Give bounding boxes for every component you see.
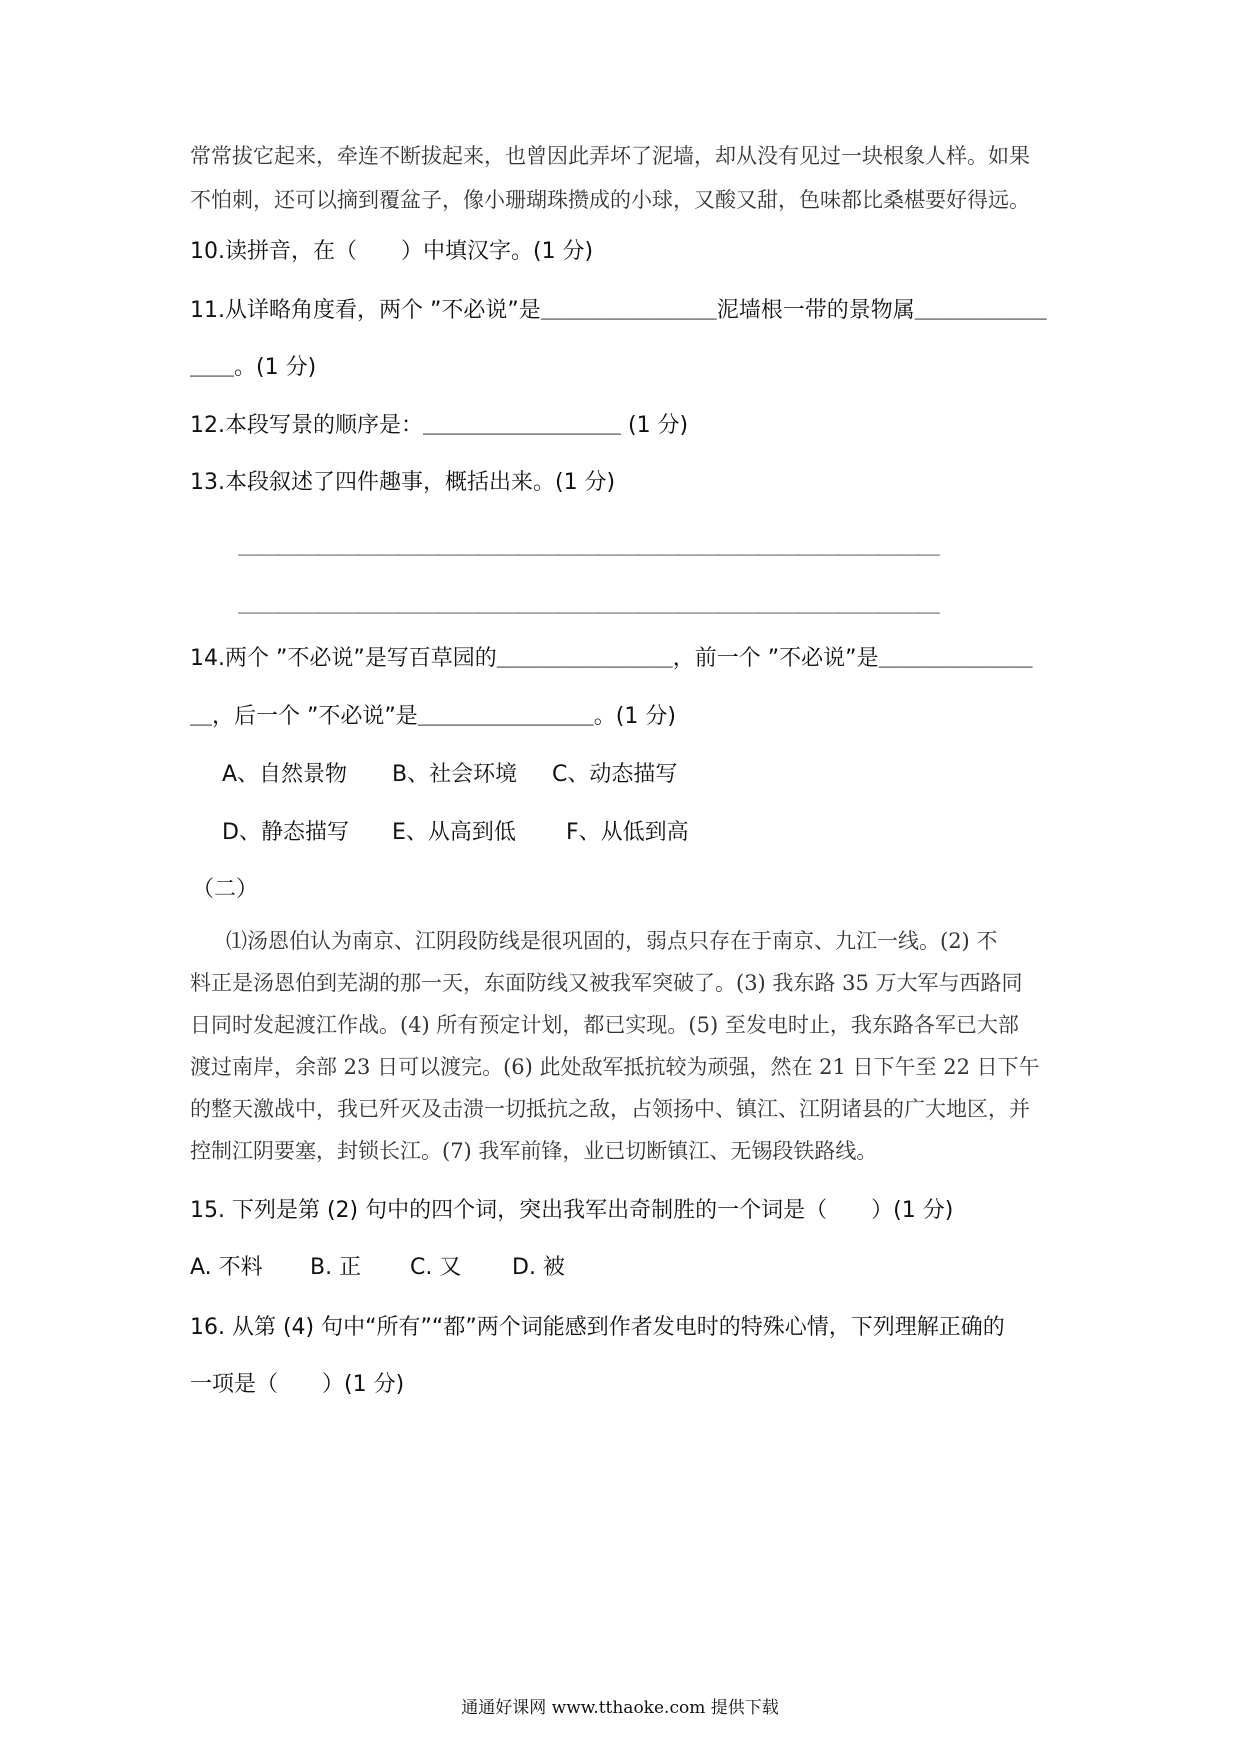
q14-option-a: A、自然景物 xyxy=(222,762,348,787)
passage2-line5: 的整天激战中，我已歼灭及击溃一切抵抗之敌，占领扬中、镇江、江阴诸县的广大地区，并 xyxy=(190,1097,1030,1121)
question-11-line2: ＿＿。(1 分) xyxy=(190,355,317,380)
q15-option-d: D. 被 xyxy=(512,1255,565,1280)
q15-option-a: A. 不料 xyxy=(190,1255,263,1280)
section2-heading: （二） xyxy=(192,877,259,902)
question-16-line1: 16. 从第 (4) 句中“所有”“都”两个词能感到作者发电时的特殊心情，下列理解正确的 xyxy=(190,1315,1005,1340)
passage1-line1: 常常拔它起来，牵连不断拔起来，也曾因此弄坏了泥墙，却从没有见过一块根象人样。如果 xyxy=(190,144,1030,168)
passage2-line6: 控制江阴要塞，封锁长江。(7) 我军前锋，业已切断镇江、无锡段铁路线。 xyxy=(190,1139,878,1163)
question-13-blank2[interactable]: ＿＿＿＿＿＿＿＿＿＿＿＿＿＿＿＿＿＿＿＿＿＿＿＿＿＿＿＿＿＿＿＿＿＿＿ xyxy=(238,592,939,617)
question-12: 12.本段写景的顺序是：＿＿＿＿＿＿＿＿＿ (1 分) xyxy=(190,413,689,438)
passage2-line1: ⑴汤恩伯认为南京、江阴段防线是很巩固的，弱点只存在于南京、九江一线。(2) 不 xyxy=(226,929,998,953)
question-13-blank1[interactable]: ＿＿＿＿＿＿＿＿＿＿＿＿＿＿＿＿＿＿＿＿＿＿＿＿＿＿＿＿＿＿＿＿＿＿＿ xyxy=(238,534,939,559)
passage2-line4: 渡过南岸，余部 23 日可以渡完。(6) 此处敌军抵抗较为顽强，然在 21 日下午至 22 日下午 xyxy=(190,1055,1040,1079)
passage1-line2: 不怕刺，还可以摘到覆盆子，像小珊瑚珠攒成的小球，又酸又甜，色味都比桑椹要好得远。 xyxy=(190,188,1030,212)
question-13-prompt: 13.本段叙述了四件趣事，概括出来。(1 分) xyxy=(190,470,616,495)
q15-option-b: B. 正 xyxy=(310,1255,362,1280)
q15-option-c: C. 又 xyxy=(410,1255,462,1280)
q14-option-f: F、从低到高 xyxy=(566,820,689,845)
footer-credit: 通通好课网 www.tthaoke.com 提供下载 xyxy=(461,1698,779,1718)
question-11-line1: 11.从详略角度看，两个 ”不必说”是＿＿＿＿＿＿＿＿泥墙根一带的景物属＿＿＿＿＿＿ xyxy=(190,298,1047,323)
question-14-line1: 14.两个 ”不必说”是写百草园的＿＿＿＿＿＿＿＿，前一个 ”不必说”是＿＿＿＿＿＿＿ xyxy=(190,646,1033,671)
q14-option-b: B、社会环境 xyxy=(392,762,518,787)
q14-option-d: D、静态描写 xyxy=(222,820,349,845)
q14-option-e: E、从高到低 xyxy=(392,820,516,845)
passage2-line2: 料正是汤恩伯到芜湖的那一天，东面防线又被我军突破了。(3) 我东路 35 万大军与西路同 xyxy=(190,971,1023,995)
passage2-line3: 日同时发起渡江作战。(4) 所有预定计划，都已实现。(5) 至发电时止，我东路各军已大部 xyxy=(190,1013,1019,1037)
question-14-line2: ＿，后一个 ”不必说”是＿＿＿＿＿＿＿＿。(1 分) xyxy=(190,704,676,729)
question-10: 10.读拼音，在（ ）中填汉字。(1 分) xyxy=(190,239,594,264)
question-15-prompt: 15. 下列是第 (2) 句中的四个词，突出我军出奇制胜的一个词是（ ）(1 分) xyxy=(190,1198,954,1223)
question-16-line2: 一项是（ ）(1 分) xyxy=(190,1372,405,1397)
q14-option-c: C、动态描写 xyxy=(552,762,678,787)
